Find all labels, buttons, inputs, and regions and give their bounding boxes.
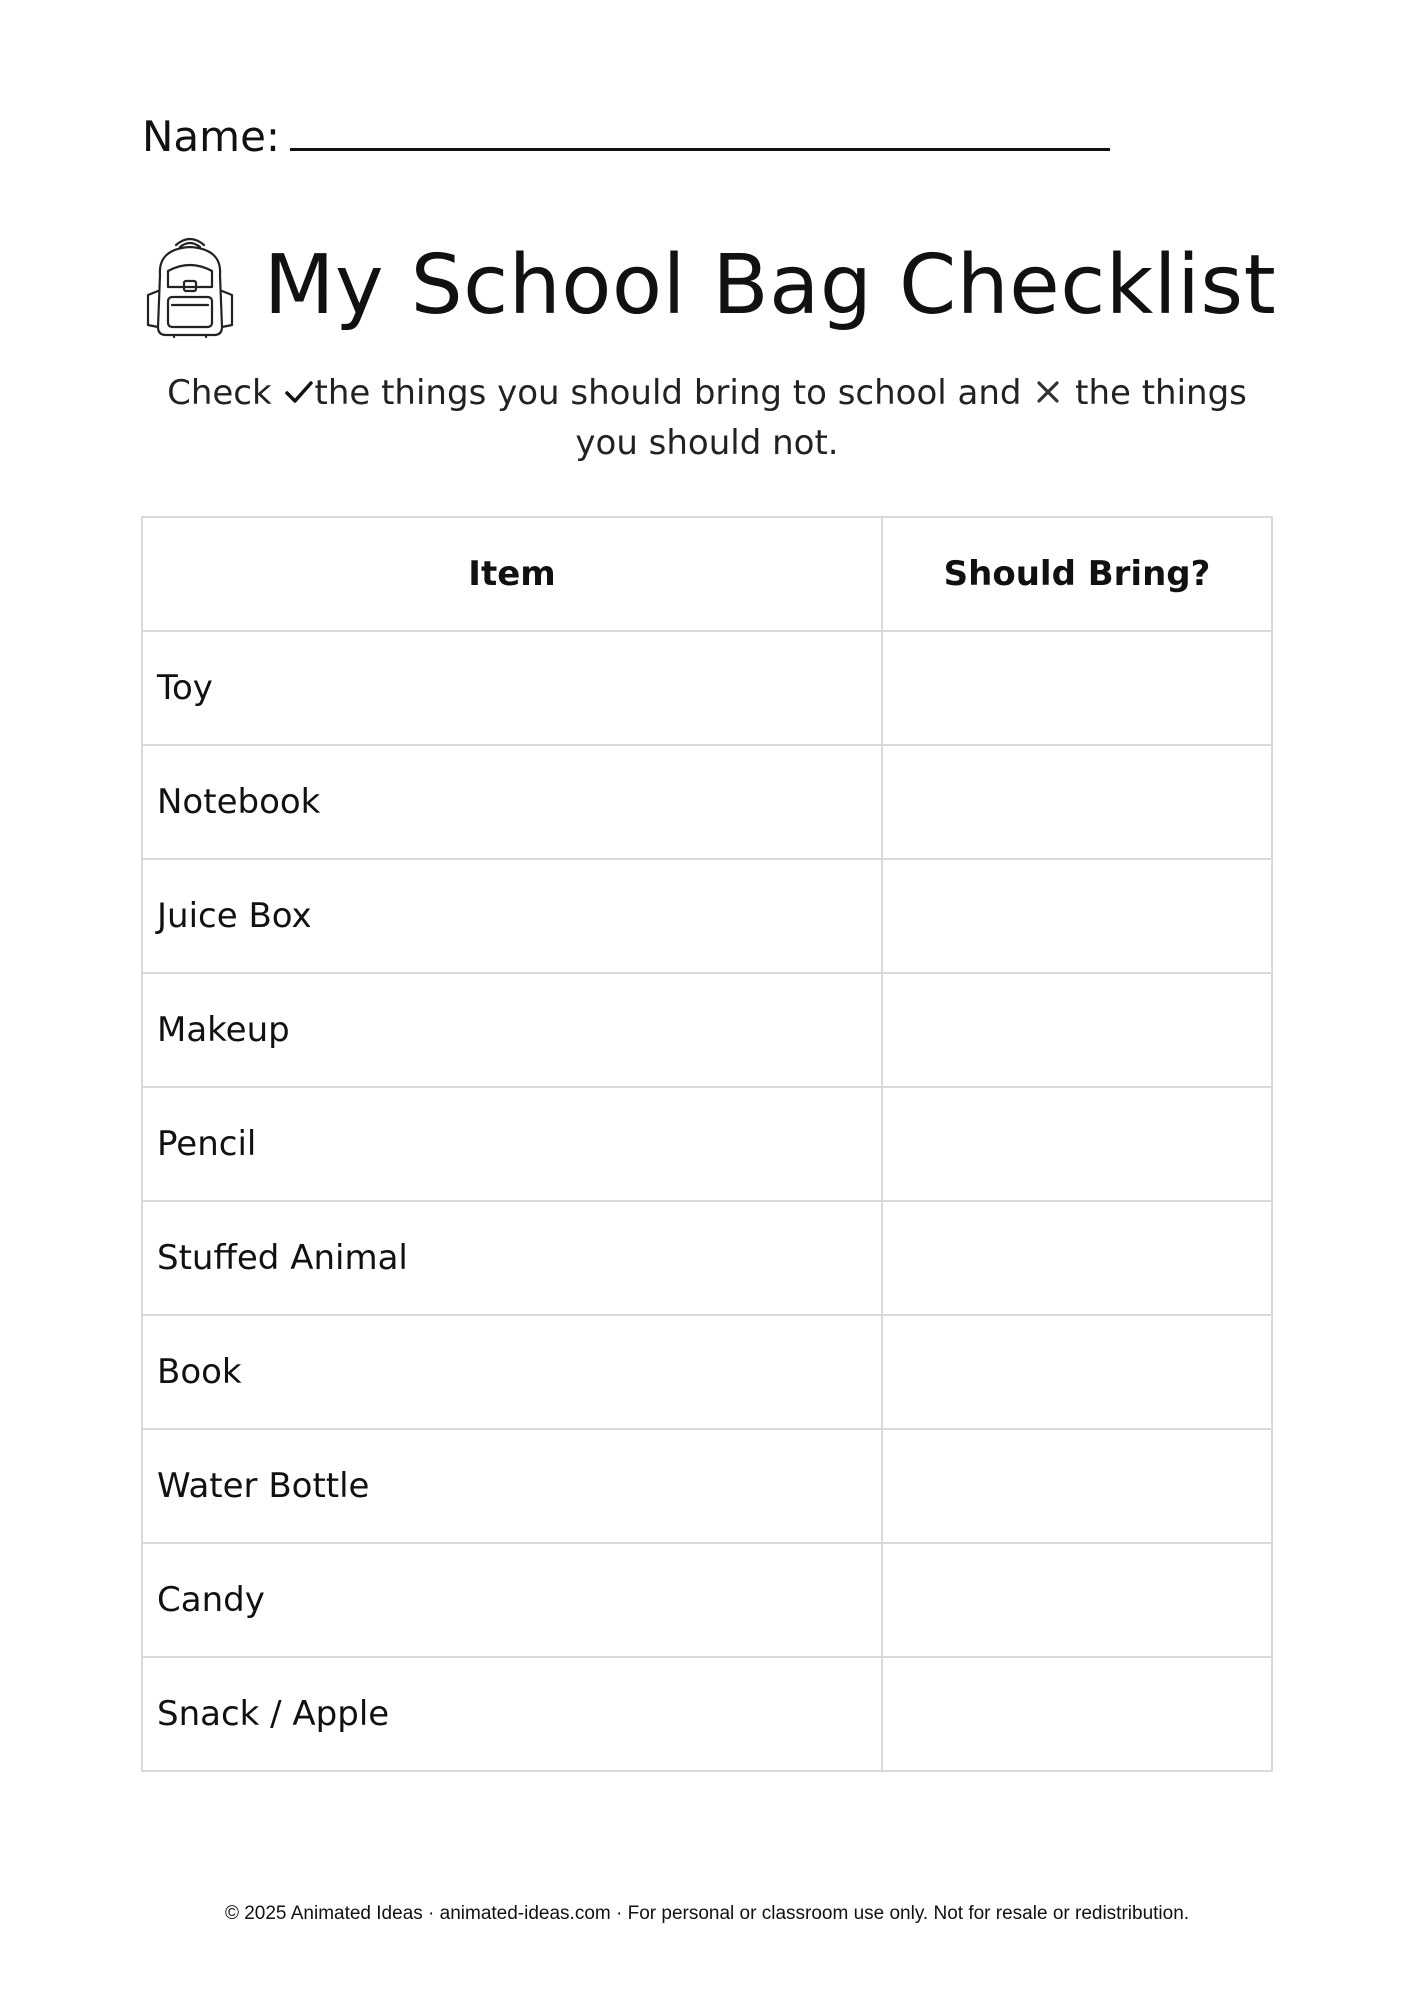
item-cell: Notebook — [142, 745, 882, 859]
name-field[interactable] — [142, 112, 1110, 161]
answer-cell[interactable] — [882, 1429, 1272, 1543]
instructions-part3: the things you should not. — [575, 373, 1247, 463]
header-item: Item — [142, 517, 882, 631]
answer-cell[interactable] — [882, 1201, 1272, 1315]
name-label: Name: — [142, 112, 281, 161]
table-row — [142, 1429, 1272, 1543]
table-header-row — [142, 517, 1272, 631]
page-title: My School Bag Checklist — [263, 237, 1277, 333]
table-row — [142, 745, 1272, 859]
answer-cell[interactable] — [882, 1087, 1272, 1201]
name-blank-line[interactable] — [290, 114, 1110, 151]
answer-cell[interactable] — [882, 1543, 1272, 1657]
item-cell: Candy — [142, 1543, 882, 1657]
item-cell: Water Bottle — [142, 1429, 882, 1543]
item-cell: Stuffed Animal — [142, 1201, 882, 1315]
instructions-part2: the things you should bring to school and — [314, 373, 1022, 413]
cross-icon — [1032, 376, 1064, 408]
table-row — [142, 1315, 1272, 1429]
item-cell: Makeup — [142, 973, 882, 1087]
item-cell: Pencil — [142, 1087, 882, 1201]
checkmark-icon — [283, 376, 315, 408]
item-cell: Book — [142, 1315, 882, 1429]
instructions-part1: Check — [167, 373, 272, 413]
table-row — [142, 973, 1272, 1087]
answer-cell[interactable] — [882, 1315, 1272, 1429]
backpack-icon — [138, 231, 242, 339]
table-row — [142, 1657, 1272, 1771]
title-row — [0, 225, 1414, 345]
table-row — [142, 1087, 1272, 1201]
item-cell: Toy — [142, 631, 882, 745]
answer-cell[interactable] — [882, 631, 1272, 745]
table-row — [142, 1543, 1272, 1657]
item-cell: Snack / Apple — [142, 1657, 882, 1771]
table-row — [142, 859, 1272, 973]
table-row — [142, 1201, 1272, 1315]
copyright-footer: © 2025 Animated Ideas · animated-ideas.com · For personal or classroom use only. Not for resale or redistribution. — [224, 1903, 1190, 1924]
item-cell: Juice Box — [142, 859, 882, 973]
checklist-table — [141, 516, 1273, 1772]
table-row — [142, 631, 1272, 745]
instructions — [142, 368, 1272, 468]
answer-cell[interactable] — [882, 973, 1272, 1087]
header-should-bring: Should Bring? — [882, 517, 1272, 631]
answer-cell[interactable] — [882, 1657, 1272, 1771]
answer-cell[interactable] — [882, 859, 1272, 973]
answer-cell[interactable] — [882, 745, 1272, 859]
